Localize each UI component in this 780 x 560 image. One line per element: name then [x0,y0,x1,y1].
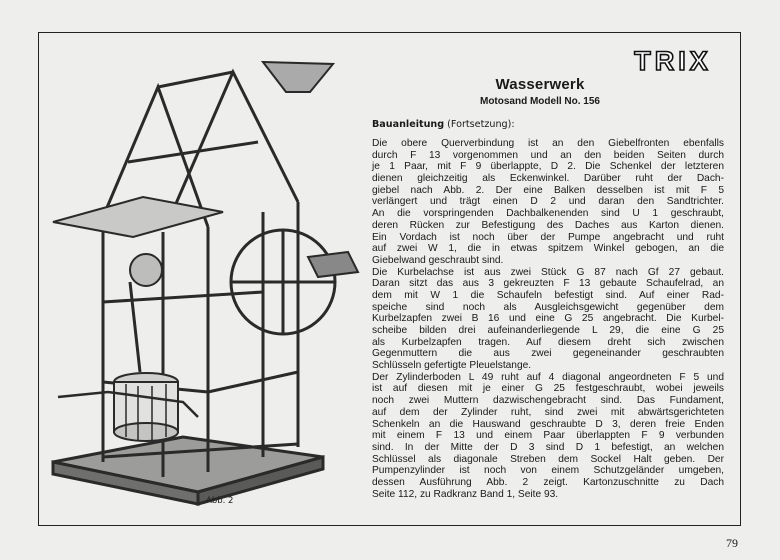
text-line: Der Zylinderboden L 49 ruht auf 4 diagonal angeordneten F 5 und [372,371,724,383]
text-line: dienen gleichzeitig als Eckenwinkel. Darüber ruht der Dach- [372,173,724,185]
text-line: Die Kurbelachse ist aus zwei Stück G 87 nach Gf 27 gebaut. [372,266,724,278]
text-line: An die vorspringenden Dachbalkenenden sind U 1 geschraubt, [372,208,724,220]
page-subtitle: Motosand Modell No. 156 [479,96,600,107]
page-title: Wasserwerk [495,76,585,93]
text-line: dessen Ausführung Abb. 2 zeigt. Kartonzuschnitte zu Dach [372,476,724,488]
page-number: 79 [726,536,738,550]
text-line: dem mit W 1 die Schaufeln befestigt sind. Auf einer Rad- [372,289,724,301]
text-line: Gegenmuttern die aus zwei gegeneinander geschraubten [372,348,724,360]
svg-text:TRIX: TRIX [634,46,712,76]
text-line: sind. In der Mitte der D 3 sind D 1 befestigt, an welchen [372,441,724,453]
text-line: deren Rücken zur Befestigung des Daches aus Karton dienen. [372,219,724,231]
section-heading-bold: Bauanleitung [372,119,445,130]
text-line: verlängert und trägt einen D 2 und daran den Sandtrichter. [372,196,724,208]
instruction-text [372,138,724,500]
text-line: giebel nach Abb. 2. Der eine Balken desselben ist mit F 5 [372,184,724,196]
section-heading-rest: (Fortsetzung): [444,119,515,130]
text-line: mit einem F 13 und einem Paar überlappten F 9 verbunden [372,430,724,442]
waterworks-model-illustration [48,52,368,512]
figure-label: Abb. 2 [206,496,234,506]
text-line: ist auf diesen mit je einer G 25 festgeschraubt, wobei jeweils [372,383,724,395]
section-heading [372,119,515,130]
text-line: Kurbelzapfen zwei B 16 und eine G 25 angebracht. Die Kurbel- [372,313,724,325]
trix-logo [620,44,726,76]
text-line: Schlüssel als diagonale Streben dem Sockel Halt geben. Der [372,453,724,465]
text-line: Giebelwand geschraubt sind. [372,254,504,266]
text-line: scheibe bilden drei aufeinanderliegende L 29, die eine G 25 [372,325,724,336]
text-line: speiche sind noch als Ausgleichsgewicht gegenüber dem [372,301,724,313]
text-line: Daran sitzt das aus 3 gekreuzten F 13 gebaute Schaufelrad, an [372,278,724,290]
text-line: durch F 13 vorgenommen und an den beiden Seiten durch [372,149,724,161]
text-line: Ein Vordach ist noch über der Pumpe angebracht und ruht [372,231,724,243]
text-line: auf zwei W 1, die in etwas spitzem Winkel gebogen, an die [372,243,724,255]
text-line: Pumpenzylinder ist noch von einem Schutzgeländer umgeben, [372,465,724,477]
text-line: Schenkeln an die Hauswand geschraubte D 3, deren freie Enden [372,418,724,430]
text-line: Die obere Querverbindung ist an den Giebelfronten ebenfalls [372,138,724,149]
text-line: je 1 Paar, mit F 9 überlappte, D 2. Die Schenkel der letzteren [372,161,724,173]
text-line: Seite 112, zu Radkranz Band 1, Seite 93. [372,488,559,500]
text-line: auf dem der Zylinder ruht, sind zwei mit abwärtsgerichteten [372,406,724,418]
text-line: als Kurbelzapfen tragen. Auf diesem dreht sich zwischen [372,336,724,348]
text-line: noch zwei Muttern dazwischengebracht sind. Das Fundament, [372,395,724,407]
text-line: Schlüsseln gefertigte Pleuelstange. [372,360,532,372]
